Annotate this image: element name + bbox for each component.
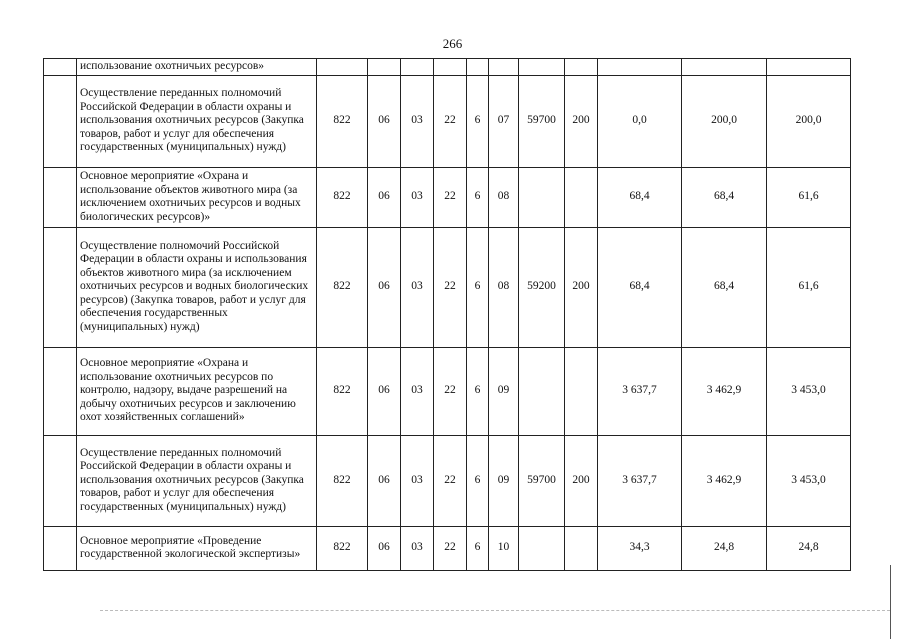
subprogram-code: 6 xyxy=(467,526,489,570)
event-code: 09 xyxy=(489,435,519,526)
grbs-code: 822 xyxy=(317,347,368,435)
amount-year-2: 24,8 xyxy=(682,526,767,570)
subsection-code: 03 xyxy=(401,347,434,435)
row-name: Осуществление полномочий Российской Федерации в области охраны и использования объектов животного мира (за исключением охотничьих ресурсов и водных биологических ресурсов) (Закупка товаров, работ и услуг для обеспечения государственных (муниципальных) нужд) xyxy=(77,227,317,347)
amount-year-1: 3 637,7 xyxy=(598,435,682,526)
amount-year-2: 200,0 xyxy=(682,75,767,167)
expense-type-code xyxy=(565,59,598,76)
grbs-code xyxy=(317,59,368,76)
amount-year-3 xyxy=(767,59,851,76)
amount-year-2: 3 462,9 xyxy=(682,435,767,526)
section-code: 06 xyxy=(368,347,401,435)
amount-year-3: 200,0 xyxy=(767,75,851,167)
amount-year-1: 0,0 xyxy=(598,75,682,167)
amount-year-1: 68,4 xyxy=(598,167,682,227)
expense-type-code: 200 xyxy=(565,75,598,167)
scan-edge-line xyxy=(100,610,890,611)
section-code: 06 xyxy=(368,75,401,167)
row-name: использование охотничьих ресурсов» xyxy=(77,59,317,76)
amount-year-2 xyxy=(682,59,767,76)
subprogram-code: 6 xyxy=(467,167,489,227)
row-marker-cell xyxy=(44,526,77,570)
expense-type-code: 200 xyxy=(565,435,598,526)
table-row xyxy=(44,167,851,227)
subprogram-code: 6 xyxy=(467,227,489,347)
direction-code xyxy=(519,167,565,227)
table-row xyxy=(44,75,851,167)
amount-year-1 xyxy=(598,59,682,76)
direction-code xyxy=(519,347,565,435)
event-code xyxy=(489,59,519,76)
expense-type-code xyxy=(565,167,598,227)
table-row xyxy=(44,435,851,526)
event-code: 07 xyxy=(489,75,519,167)
grbs-code: 822 xyxy=(317,435,368,526)
row-marker-cell xyxy=(44,435,77,526)
event-code: 10 xyxy=(489,526,519,570)
subsection-code: 03 xyxy=(401,167,434,227)
subprogram-code: 6 xyxy=(467,435,489,526)
grbs-code: 822 xyxy=(317,167,368,227)
subprogram-code: 6 xyxy=(467,75,489,167)
row-name: Основное мероприятие «Охрана и использование охотничьих ресурсов по контролю, надзору, выдаче разрешений на добычу охотничьих ресурсов и заключению охот хозяйственных соглашений» xyxy=(77,347,317,435)
subsection-code xyxy=(401,59,434,76)
table-row xyxy=(44,347,851,435)
budget-table xyxy=(43,58,851,571)
amount-year-3: 61,6 xyxy=(767,227,851,347)
grbs-code: 822 xyxy=(317,75,368,167)
amount-year-3: 3 453,0 xyxy=(767,435,851,526)
page-number: 266 xyxy=(442,36,463,51)
event-code: 09 xyxy=(489,347,519,435)
expense-type-code xyxy=(565,347,598,435)
program-code: 22 xyxy=(434,227,467,347)
direction-code: 59700 xyxy=(519,75,565,167)
amount-year-2: 68,4 xyxy=(682,227,767,347)
section-code: 06 xyxy=(368,227,401,347)
program-code: 22 xyxy=(434,526,467,570)
row-marker-cell xyxy=(44,59,77,76)
subsection-code: 03 xyxy=(401,526,434,570)
program-code xyxy=(434,59,467,76)
row-name: Основное мероприятие «Охрана и использование объектов животного мира (за исключением охотничьих ресурсов и водных биологических ресурсов)» xyxy=(77,167,317,227)
program-code: 22 xyxy=(434,167,467,227)
amount-year-3: 24,8 xyxy=(767,526,851,570)
table-row xyxy=(44,227,851,347)
amount-year-1: 3 637,7 xyxy=(598,347,682,435)
amount-year-1: 68,4 xyxy=(598,227,682,347)
event-code: 08 xyxy=(489,227,519,347)
direction-code xyxy=(519,59,565,76)
grbs-code: 822 xyxy=(317,227,368,347)
subsection-code: 03 xyxy=(401,75,434,167)
program-code: 22 xyxy=(434,347,467,435)
direction-code: 59700 xyxy=(519,435,565,526)
section-code: 06 xyxy=(368,435,401,526)
expense-type-code xyxy=(565,526,598,570)
scan-edge-mark xyxy=(890,565,891,639)
expense-type-code: 200 xyxy=(565,227,598,347)
row-marker-cell xyxy=(44,347,77,435)
direction-code xyxy=(519,526,565,570)
program-code: 22 xyxy=(434,75,467,167)
row-name: Осуществление переданных полномочий Российской Федерации в области охраны и использования охотничьих ресурсов (Закупка товаров, работ и услуг для обеспечения государственных (муниципальных) нужд) xyxy=(77,435,317,526)
section-code xyxy=(368,59,401,76)
subprogram-code xyxy=(467,59,489,76)
subprogram-code: 6 xyxy=(467,347,489,435)
amount-year-3: 3 453,0 xyxy=(767,347,851,435)
event-code: 08 xyxy=(489,167,519,227)
row-marker-cell xyxy=(44,227,77,347)
grbs-code: 822 xyxy=(317,526,368,570)
amount-year-2: 68,4 xyxy=(682,167,767,227)
table-row xyxy=(44,526,851,570)
subsection-code: 03 xyxy=(401,435,434,526)
table-row xyxy=(44,59,851,76)
section-code: 06 xyxy=(368,167,401,227)
program-code: 22 xyxy=(434,435,467,526)
row-marker-cell xyxy=(44,167,77,227)
subsection-code: 03 xyxy=(401,227,434,347)
amount-year-1: 34,3 xyxy=(598,526,682,570)
row-name: Осуществление переданных полномочий Российской Федерации в области охраны и использования охотничьих ресурсов (Закупка товаров, работ и услуг для обеспечения государственных (муниципальных) нужд) xyxy=(77,75,317,167)
direction-code: 59200 xyxy=(519,227,565,347)
amount-year-2: 3 462,9 xyxy=(682,347,767,435)
row-marker-cell xyxy=(44,75,77,167)
row-name: Основное мероприятие «Проведение государственной экологической экспертизы» xyxy=(77,526,317,570)
amount-year-3: 61,6 xyxy=(767,167,851,227)
section-code: 06 xyxy=(368,526,401,570)
